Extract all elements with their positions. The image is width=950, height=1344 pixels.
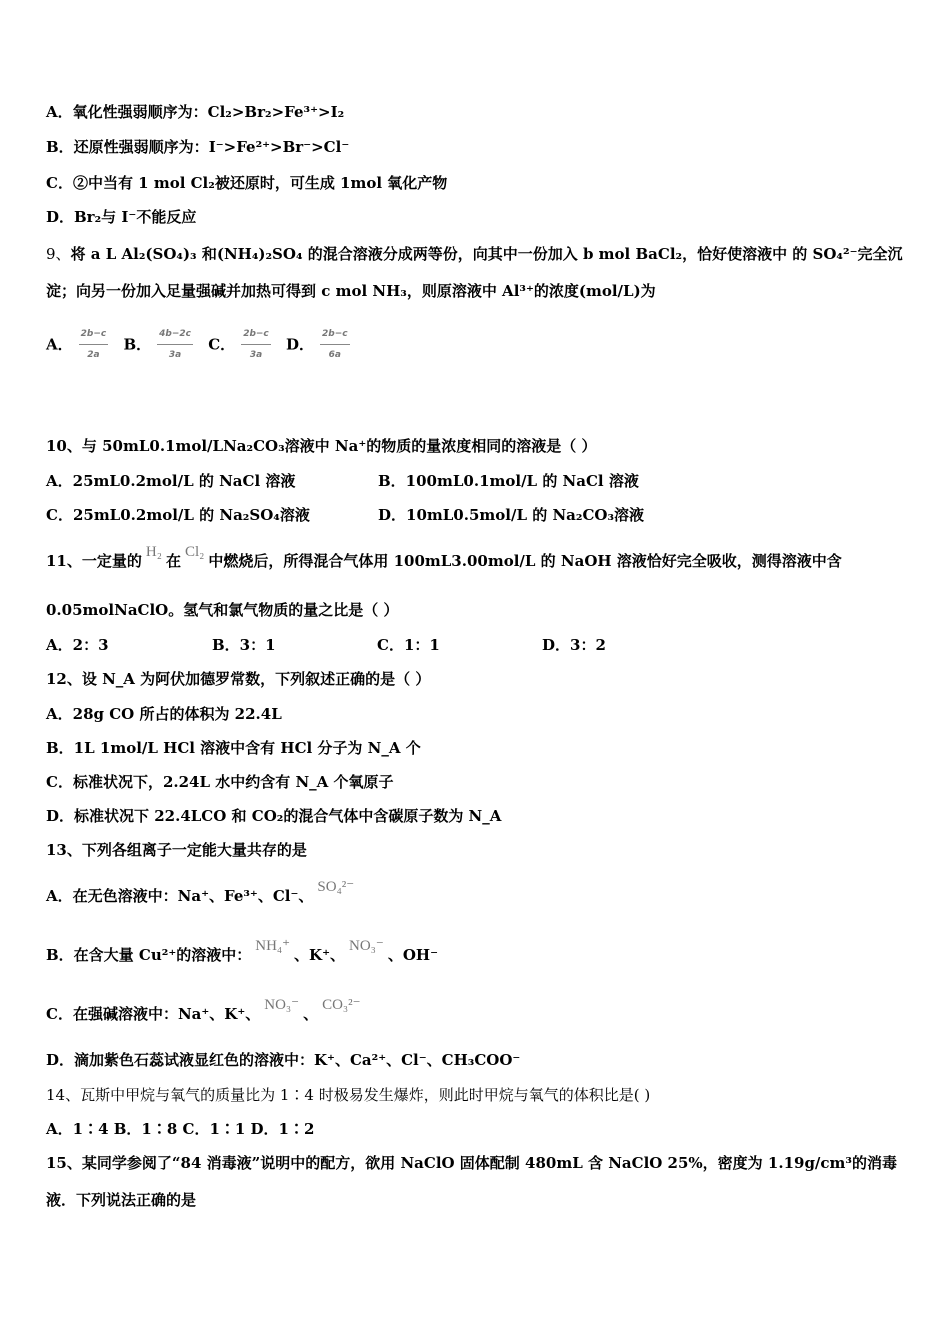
q9-option-b: B． $\frac{4b-2c}{3a}$: [123, 324, 199, 365]
q10-option-c: C．25mL0.2mol/L 的 Na₂SO₄溶液: [46, 506, 310, 524]
q12-option-b: B．1L 1mol/L HCl 溶液中含有 HCl 分子为 N_A 个: [46, 739, 421, 757]
q9-options: [46, 324, 356, 365]
q11-stem-line1: 11、一定量的 H₂ 在 Cl₂ 中燃烧后，所得混合气体用 100mL3.00mol/L 的 NaOH 溶液恰好完全吸收，测得溶液中含: [46, 544, 842, 570]
carbonate-ion-formula: CO₃²⁻: [322, 997, 361, 1013]
nitrate-ion-formula: NO₃⁻: [264, 997, 300, 1013]
q12-option-c: C．标准状况下，2.24L 水中约含有 N_A 个氧原子: [46, 773, 394, 791]
ammonium-ion-formula: NH₄⁺: [255, 938, 291, 954]
q10-stem: 10、与 50mL0.1mol/LNa₂CO₃溶液中 Na⁺的物质的量浓度相同的溶液是（ ）: [46, 437, 597, 455]
q10-options-ab: [46, 471, 906, 491]
q9-option-a: A． $\frac{2b-c}{2a}$: [46, 324, 114, 365]
q9-option-c: C． $\frac{2b-c}{3a}$: [208, 324, 277, 365]
q8-option-b: B．还原性强弱顺序为：I⁻>Fe²⁺>Br⁻>Cl⁻: [46, 138, 350, 156]
fraction: $\frac{2b-c}{2a}$: [79, 324, 109, 365]
q10-options-cd: [46, 505, 906, 525]
q10-option-d: D．10mL0.5mol/L 的 Na₂CO₃溶液: [378, 506, 645, 524]
h2-formula: H₂: [145, 544, 162, 560]
q9-option-d: D． $\frac{2b-c}{6a}$: [286, 324, 356, 365]
q13-stem: 13、下列各组离子一定能大量共存的是: [46, 841, 307, 859]
sulfate-ion-formula: SO₄²⁻: [317, 879, 355, 895]
q15-stem-line1: 15、某同学参阅了“84 消毒液”说明中的配方，欲用 NaClO 固体配制 480mL 含 NaClO 25%，密度为 1.19g/cm³的消毒: [46, 1154, 897, 1172]
q13-option-c: C．在强碱溶液中：Na⁺、K⁺、 NO₃⁻ 、 CO₃²⁻: [46, 997, 361, 1023]
q11-stem-line2: 0.05molNaClO。氢气和氯气物质的量之比是（ ）: [46, 601, 399, 619]
q11-option-a: A．2：3: [46, 636, 109, 654]
q14-stem: 14、瓦斯中甲烷与氧气的质量比为 1∶4 时极易发生爆炸，则此时甲烷与氧气的体积比是( ): [46, 1086, 651, 1104]
q15-stem-line2: 液．下列说法正确的是: [46, 1191, 197, 1209]
q11-option-b: B．3：1: [212, 636, 276, 654]
q10-option-b: B．100mL0.1mol/L 的 NaCl 溶液: [378, 472, 639, 490]
cl2-formula: Cl₂: [184, 544, 205, 560]
q8-option-c: C．②中当有 1 mol Cl₂被还原时，可生成 1mol 氧化产物: [46, 174, 448, 192]
fraction: $\frac{2b-c}{6a}$: [320, 324, 350, 365]
q12-option-d: D．标准状况下 22.4LCO 和 CO₂的混合气体中含碳原子数为 N_A: [46, 807, 502, 825]
q13-option-d: D．滴加紫色石蕊试液显红色的溶液中：K⁺、Ca²⁺、Cl⁻、CH₃COO⁻: [46, 1051, 521, 1069]
q9-stem-line2: 淀；向另一份加入足量强碱并加热可得到 c mol NH₃，则原溶液中 Al³⁺的浓度(mol/L)为: [46, 282, 656, 300]
q13-option-a: A．在无色溶液中：Na⁺、Fe³⁺、Cl⁻、 SO₄²⁻: [46, 879, 355, 905]
q12-option-a: A．28g CO 所占的体积为 22.4L: [46, 705, 282, 723]
q8-option-a: A．氧化性强弱顺序为：Cl₂>Br₂>Fe³⁺>I₂: [46, 103, 345, 121]
q8-option-d: D．Br₂与 I⁻不能反应: [46, 208, 197, 226]
fraction: $\frac{4b-2c}{3a}$: [157, 324, 193, 365]
q14-options: A．1∶4 B．1∶8 C．1∶1 D．1∶2: [46, 1120, 315, 1138]
q13-option-b: B．在含大量 Cu²⁺的溶液中： NH₄⁺ 、K⁺、 NO₃⁻ 、OH⁻: [46, 938, 438, 964]
q11-option-d: D．3：2: [542, 636, 606, 654]
nitrate-ion-formula: NO₃⁻: [349, 938, 384, 954]
q10-option-a: A．25mL0.2mol/L 的 NaCl 溶液: [46, 472, 296, 490]
q12-stem: 12、设 N_A 为阿伏加德罗常数，下列叙述正确的是（ ）: [46, 670, 431, 688]
q11-option-c: C．1：1: [377, 636, 440, 654]
fraction: $\frac{2b-c}{3a}$: [241, 324, 271, 365]
q9-stem-line1: 9、将 a L Al₂(SO₄)₃ 和(NH₄)₂SO₄ 的混合溶液分成两等份，向其中一份加入 b mol BaCl₂，恰好使溶液中 的 SO₄²⁻完全沉: [46, 245, 903, 263]
